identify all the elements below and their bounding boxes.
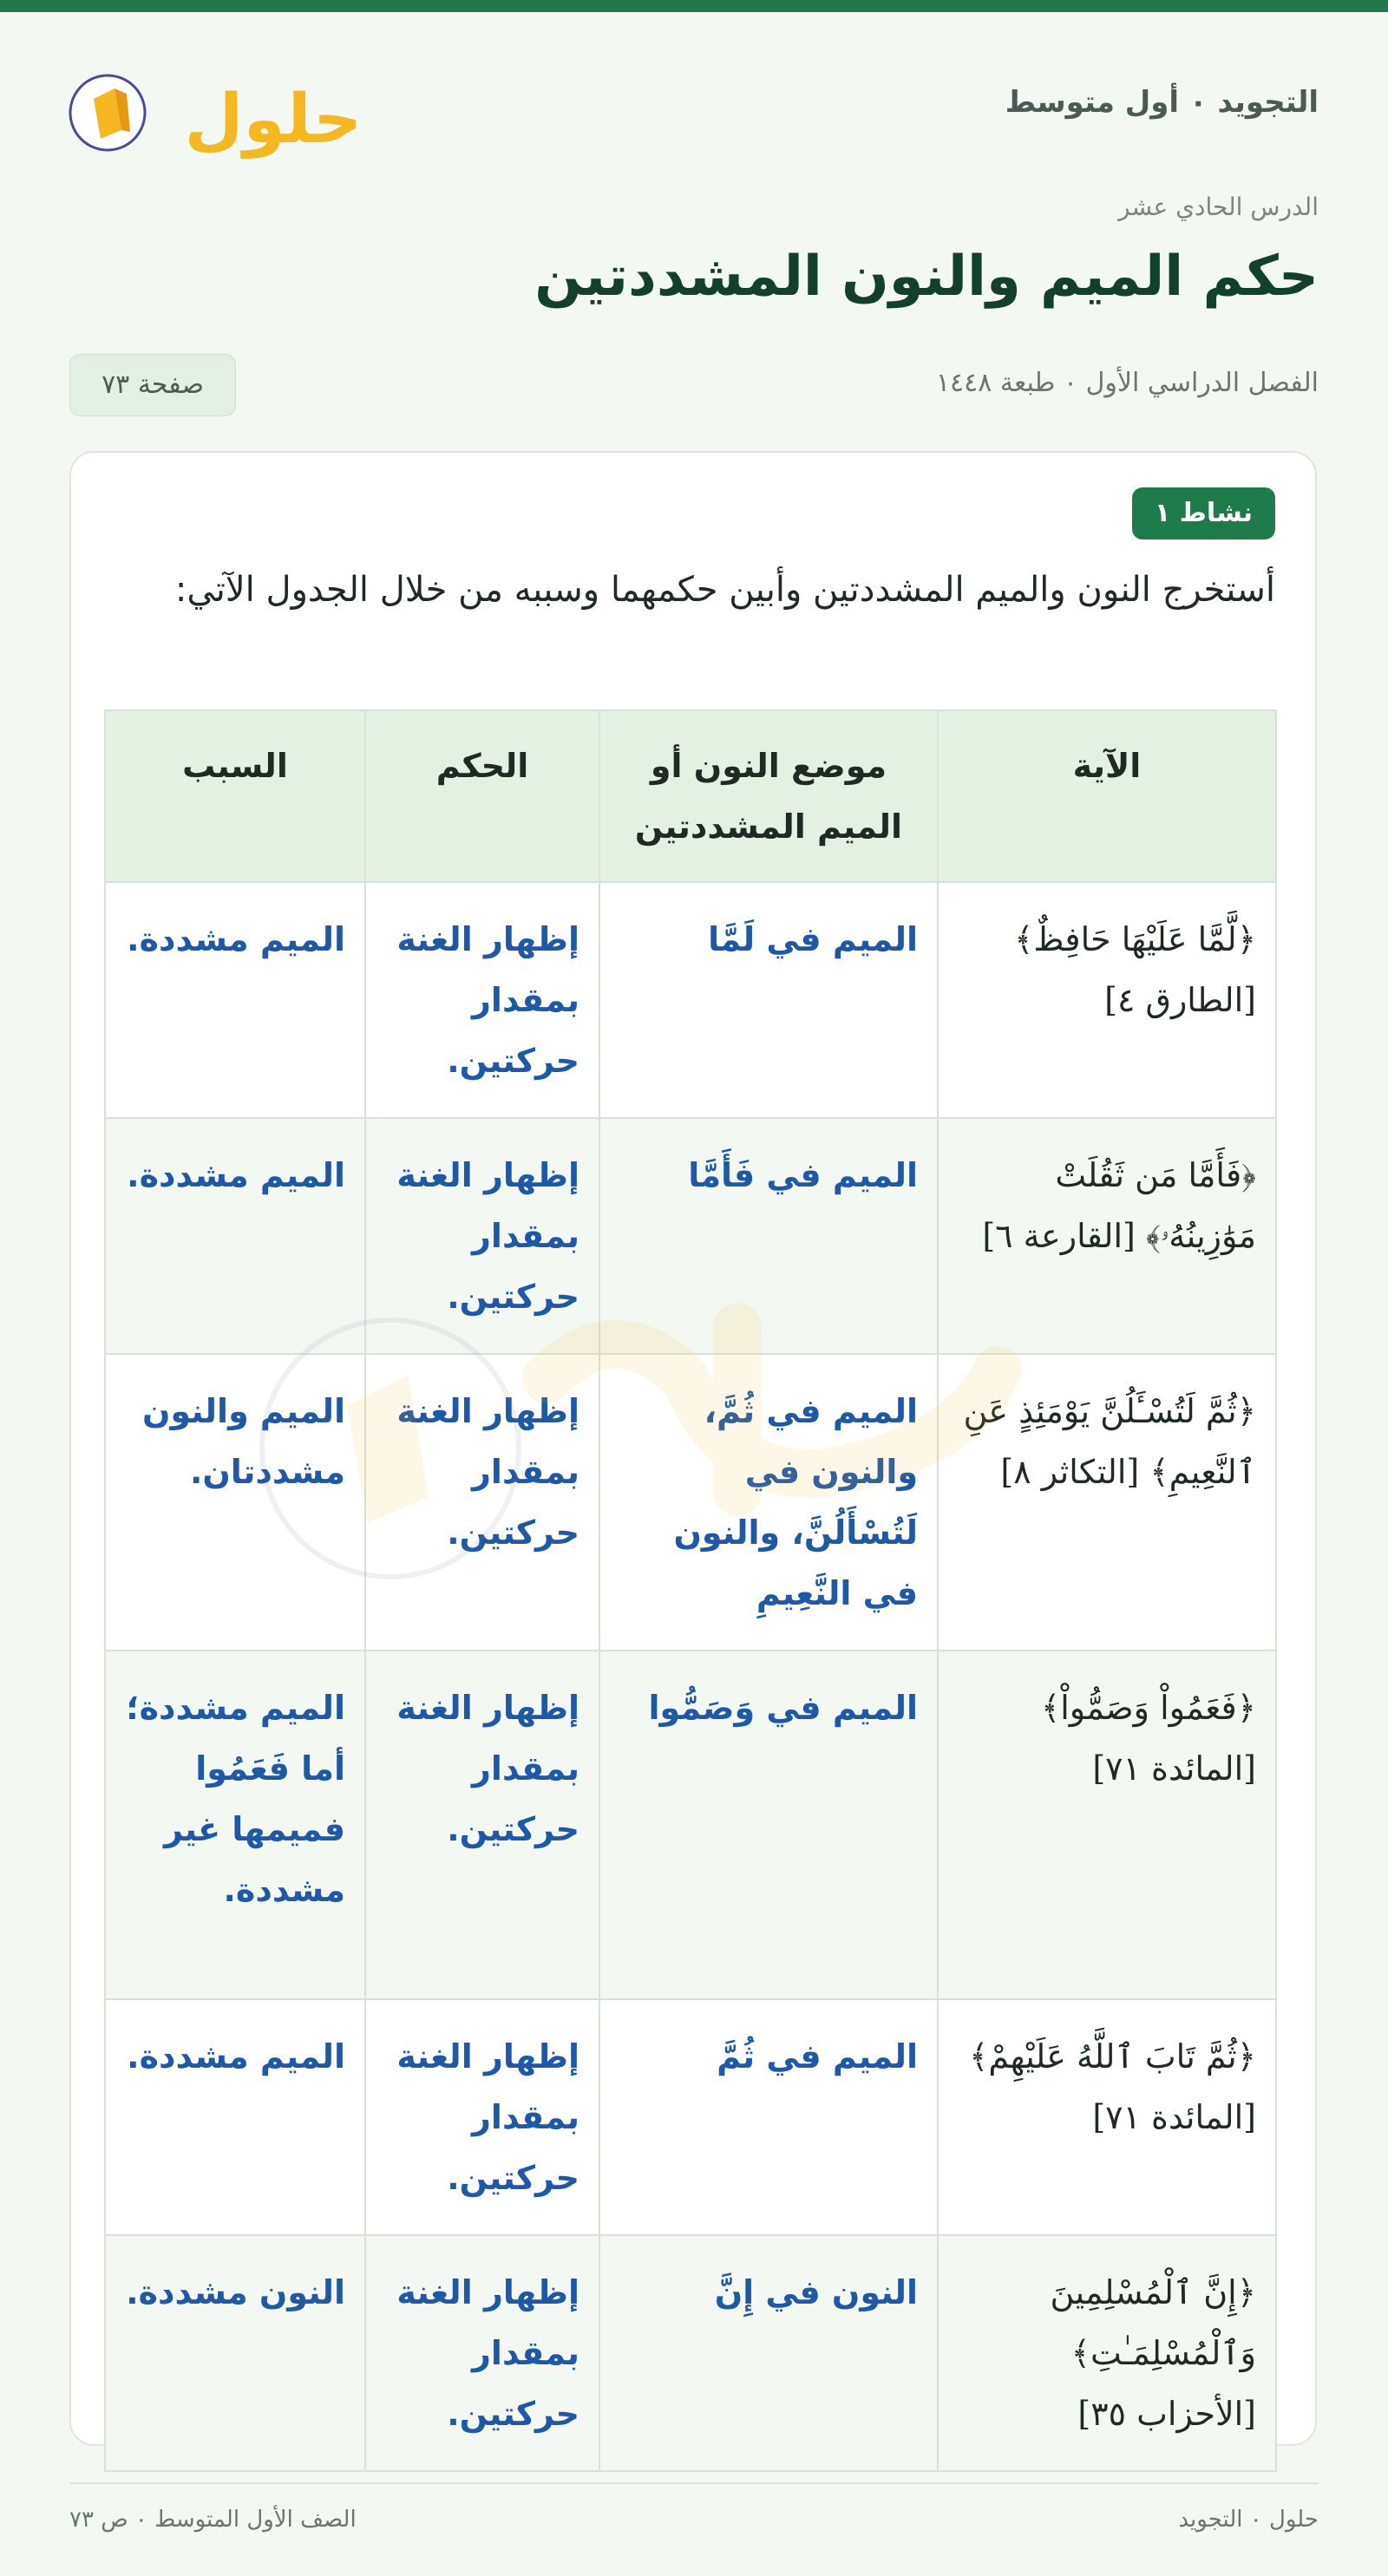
column-header-ruling: الحكم [365, 710, 599, 882]
ruling-cell: إظهار الغنة بمقدار حركتين. [365, 1999, 599, 2235]
verse-cell: ﴿فَعَمُواْ وَصَمُّواْ﴾ [المائدة ٧١] [938, 1651, 1276, 1999]
table-row [105, 2235, 1276, 2471]
reason-cell: النون مشددة. [105, 2235, 365, 2471]
reason-cell: الميم مشددة. [105, 1118, 365, 1354]
footer-brand: حلول ٠ التجويد [1178, 2507, 1319, 2533]
position-cell: الميم في لَمَّا [599, 882, 938, 1118]
ruling-cell: إظهار الغنة بمقدار حركتين. [365, 1651, 599, 1999]
reason-cell: الميم مشددة. [105, 882, 365, 1118]
table-row [105, 1999, 1276, 2235]
activity-badge: نشاط ١ [1132, 487, 1275, 539]
page-number-chip: صفحة ٧٣ [69, 354, 236, 416]
lesson-title: حكم الميم والنون المشددتين [534, 245, 1319, 309]
footer-divider [69, 2482, 1319, 2484]
position-cell: الميم في فَأَمَّا [599, 1118, 938, 1354]
position-cell: الميم في ثُمَّ، والنون في لَتُسْأَلُنَّ، والنون في النَّعِيمِ [599, 1354, 938, 1651]
top-accent-bar [0, 0, 1388, 12]
table-header-row [105, 710, 1276, 882]
reason-cell: الميم مشددة؛ أما فَعَمُوا فميمها غير مشددة. [105, 1651, 365, 1999]
ruling-cell: إظهار الغنة بمقدار حركتين. [365, 1118, 599, 1354]
page-header [69, 52, 1319, 165]
table-row [105, 882, 1276, 1118]
ruling-cell: إظهار الغنة بمقدار حركتين. [365, 2235, 599, 2471]
activity-instructions: أستخرج النون والميم المشددتين وأبين حكمهما وسببه من خلال الجدول الآتي: [174, 570, 1275, 610]
table-row [105, 1651, 1276, 1999]
position-cell: الميم في وَصَمُّوا [599, 1651, 938, 1999]
footer-page-info: الصف الأول المتوسط ٠ ص ٧٣ [69, 2507, 357, 2533]
verse-cell: ﴿ثُمَّ لَتُسْـَٔلُنَّ يَوْمَئِذٍ عَنِ ٱلنَّعِيمِ﴾ [التكاثر ٨] [938, 1354, 1276, 1651]
verse-cell: ﴿لَّمَّا عَلَيْهَا حَافِظٌ﴾ [الطارق ٤] [938, 882, 1276, 1118]
brand-logo [69, 52, 363, 165]
table-row [105, 1354, 1276, 1651]
position-cell: الميم في ثُمَّ [599, 1999, 938, 2235]
column-header-position: موضع النون أو الميم المشددتين [599, 710, 938, 882]
lesson-number: الدرس الحادي عشر [1118, 193, 1319, 221]
position-cell: النون في إِنَّ [599, 2235, 938, 2471]
verse-cell: ﴿إِنَّ ٱلْمُسْلِمِينَ وَٱلْمُسْلِمَـٰتِ﴾ [الأحزاب ٣٥] [938, 2235, 1276, 2471]
verse-cell: ﴿فَأَمَّا مَن ثَقُلَتْ مَوَٰزِينُهُۥ﴾ [القارعة ٦] [938, 1118, 1276, 1354]
ruling-cell: إظهار الغنة بمقدار حركتين. [365, 882, 599, 1118]
table-row [105, 1118, 1276, 1354]
column-header-reason: السبب [105, 710, 365, 882]
answers-table-wrapper [106, 709, 1277, 2472]
reason-cell: الميم مشددة. [105, 1999, 365, 2235]
activity-card [69, 451, 1317, 2446]
column-header-verse: الآية [938, 710, 1276, 882]
verse-cell: ﴿ثُمَّ تَابَ ٱللَّهُ عَلَيْهِمْ﴾ [المائدة ٧١] [938, 1999, 1276, 2235]
subject-title: التجويد ٠ أول متوسط [1005, 85, 1319, 120]
ruling-cell: إظهار الغنة بمقدار حركتين. [365, 1354, 599, 1651]
answers-table [104, 709, 1277, 2472]
logo-wordmark: حلول [184, 81, 363, 159]
reason-cell: الميم والنون مشددتان. [105, 1354, 365, 1651]
edition-info: الفصل الدراسي الأول ٠ طبعة ١٤٤٨ [935, 368, 1319, 398]
